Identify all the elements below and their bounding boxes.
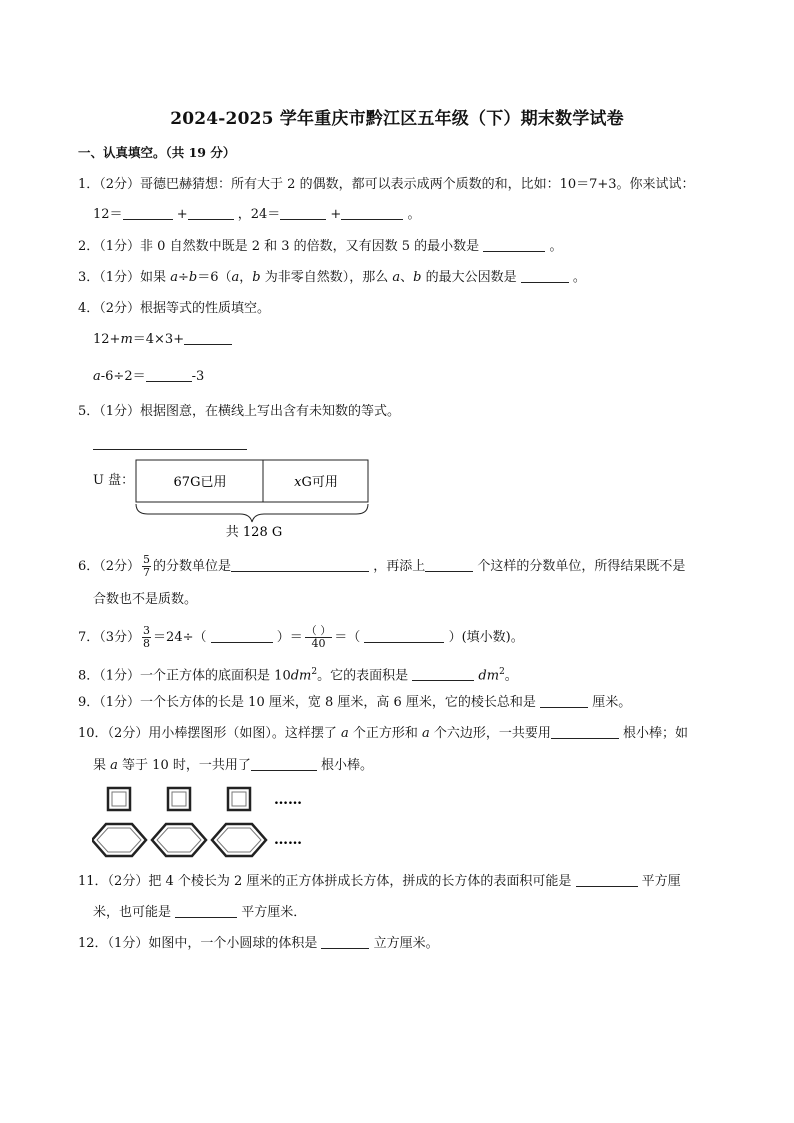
question-8: 8．（1分）一个正方体的底面积是 $10dm^2$。它的表面积是 $dm^2$。	[78, 667, 518, 684]
stick-figure-diagram	[92, 784, 322, 860]
answer-blank[interactable]	[521, 269, 569, 283]
continuation-dots: ……	[274, 792, 302, 808]
stick-hexagon	[212, 824, 266, 856]
stick-hexagon	[152, 824, 206, 856]
question-6-line-2: 合数也不是质数。	[93, 592, 198, 607]
question-11-line-2: 米，也可能是 平方厘米．	[93, 905, 307, 920]
continuation-dots: ……	[274, 832, 302, 848]
total-label: 共 128 G	[225, 525, 283, 540]
answer-blank[interactable]	[425, 558, 473, 572]
answer-blank[interactable]	[188, 206, 234, 220]
stick-hexagon	[92, 824, 146, 856]
usb-diagram	[130, 458, 375, 540]
question-9: 9．（1分）一个长方体的长是 10 厘米，宽 8 厘米，高 6 厘米，它的棱长总和是 厘米。	[78, 695, 632, 710]
answer-blank[interactable]	[175, 904, 237, 918]
total-brace	[136, 504, 368, 522]
answer-blank[interactable]	[483, 238, 545, 252]
answer-blank[interactable]	[364, 629, 444, 643]
question-10-line-1: 10．（2分）用小棒摆图形（如图）。这样摆了 a 个正方形和 a 个六边形，一共要用 根小棒；如	[78, 726, 689, 741]
question-4-equation-1: 12+m＝4×3+	[93, 331, 232, 349]
stick-hexagon-inner	[217, 828, 261, 852]
section-heading: 一、认真填空。（共 19 分）	[78, 145, 236, 160]
question-1-line-1: 1．（2分）哥德巴赫猜想：所有大于 2 的偶数，都可以表示成两个质数的和，比如：10＝7+3。你来试试：	[78, 177, 695, 192]
fraction: $\frac{3}{8}$	[143, 624, 151, 650]
stick-square	[168, 788, 190, 810]
answer-blank[interactable]	[123, 206, 173, 220]
answer-blank[interactable]	[231, 558, 369, 572]
answer-blank[interactable]	[551, 725, 619, 739]
answer-blank[interactable]	[146, 368, 192, 382]
stick-square	[108, 788, 130, 810]
used-segment-label: 67G已用	[173, 475, 227, 490]
stick-hexagon-inner	[157, 828, 201, 852]
answer-blank[interactable]	[184, 331, 232, 345]
question-10-line-2: 果 a 等于 10 时，一共用了 根小棒。	[93, 758, 374, 773]
question-7: 7．（3分） $\frac{3}{8}$ ＝24÷（ ）＝ $\frac{( )}{40}$ ＝（ ）(填小数)。	[78, 624, 524, 650]
question-3: 3．（1分）如果 a÷b＝6（a，b 为非零自然数），那么 a、b 的最大公因数是 。	[78, 270, 586, 285]
stick-hexagon-inner	[97, 828, 141, 852]
question-4: 4．（2分）根据等式的性质填空。	[78, 301, 271, 316]
answer-blank[interactable]	[211, 629, 273, 643]
stick-square-inner	[112, 792, 126, 806]
fraction: $\frac{5}{7}$	[143, 553, 151, 579]
question-6-line-1: 6．（2分） $\frac{5}{7}$ 的分数单位是 ，再添上 个这样的分数单位，所得结果既不是	[78, 553, 686, 579]
question-12: 12．（1分）如图中，一个小圆球的体积是 立方厘米。	[78, 936, 439, 951]
answer-blank[interactable]	[341, 206, 403, 220]
answer-blank[interactable]	[251, 757, 317, 771]
page-title: 2024-2025 学年重庆市黔江区五年级（下）期末数学试卷	[170, 109, 624, 129]
stick-square	[228, 788, 250, 810]
question-2: 2．（1分）非 0 自然数中既是 2 和 3 的倍数，又有因数 5 的最小数是 。	[78, 239, 563, 254]
answer-blank[interactable]	[280, 206, 326, 220]
answer-blank[interactable]	[540, 694, 588, 708]
answer-blank[interactable]	[321, 935, 369, 949]
stick-square-inner	[172, 792, 186, 806]
stick-square-inner	[232, 792, 246, 806]
question-1-line-2: 12＝ + ，24＝ + 。	[93, 207, 421, 222]
question-11-line-1: 11．（2分）把 4 个棱长为 2 厘米的正方体拼成长方体，拼成的长方体的表面积可能是 平方厘	[78, 874, 681, 889]
question-5: 5．（1分）根据图意，在横线上写出含有未知数的等式。	[78, 404, 401, 419]
answer-blank[interactable]	[412, 667, 474, 681]
usb-label: U 盘：	[93, 473, 135, 488]
answer-blank[interactable]	[576, 873, 638, 887]
question-4-equation-2: a-6÷2＝ -3	[93, 369, 205, 384]
fraction: $\frac{( )}{40}$	[305, 624, 332, 650]
answer-blank[interactable]	[93, 449, 247, 450]
available-segment-label: xG可用	[294, 475, 338, 490]
